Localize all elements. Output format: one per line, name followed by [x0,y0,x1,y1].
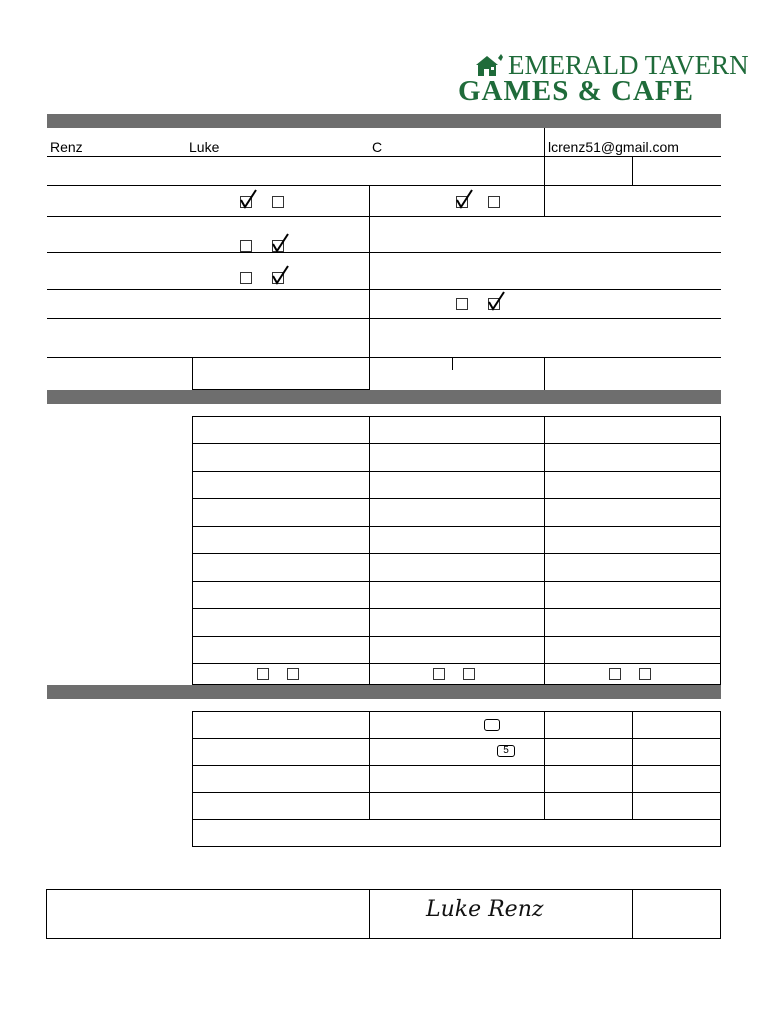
availability-col3-checkbox-2[interactable] [638,663,654,683]
section-bar-2 [47,390,721,404]
checkmark-icon [272,265,290,285]
checkmark-icon [240,189,258,209]
section-bar-3 [47,685,721,699]
last-name-value: Renz [50,139,83,155]
logo-title-line1: EMERALD TAVERN [508,50,749,80]
logo-title-line2: GAMES & CAFE [458,75,694,107]
availability-col1-checkbox-1[interactable] [256,663,272,683]
experience-table [192,711,721,847]
row4-right-checkbox-1[interactable] [455,293,471,313]
signature-block [46,889,721,939]
first-name-value: Luke [189,139,220,155]
row2-left-checkbox-2[interactable] [271,235,287,255]
availability-table [192,416,721,685]
section-bar-1 [47,114,721,128]
row1-left-checkbox-1[interactable] [239,191,255,211]
checkmark-icon [488,291,506,311]
checkmark-icon [272,233,290,253]
numbered-box-icon: 5 [497,745,515,757]
signature-text: Luke Renz [426,897,544,922]
checkmark-icon [456,189,474,209]
row3-left-checkbox-2[interactable] [271,267,287,287]
row2-left-checkbox-1[interactable] [239,235,255,255]
row1-left-checkbox-2[interactable] [271,191,287,211]
availability-col3-checkbox-1[interactable] [608,663,624,683]
row1-right-checkbox-1[interactable] [455,191,471,211]
middle-initial-value: C [372,139,383,155]
availability-col2-checkbox-2[interactable] [462,663,478,683]
rounded-box-icon [484,719,500,731]
email-value: lcrenz51@gmail.com [548,139,679,155]
row1-right-checkbox-2[interactable] [487,191,503,211]
row4-right-checkbox-2[interactable] [487,293,503,313]
availability-col2-checkbox-1[interactable] [432,663,448,683]
row3-left-checkbox-1[interactable] [239,267,255,287]
availability-col1-checkbox-2[interactable] [286,663,302,683]
